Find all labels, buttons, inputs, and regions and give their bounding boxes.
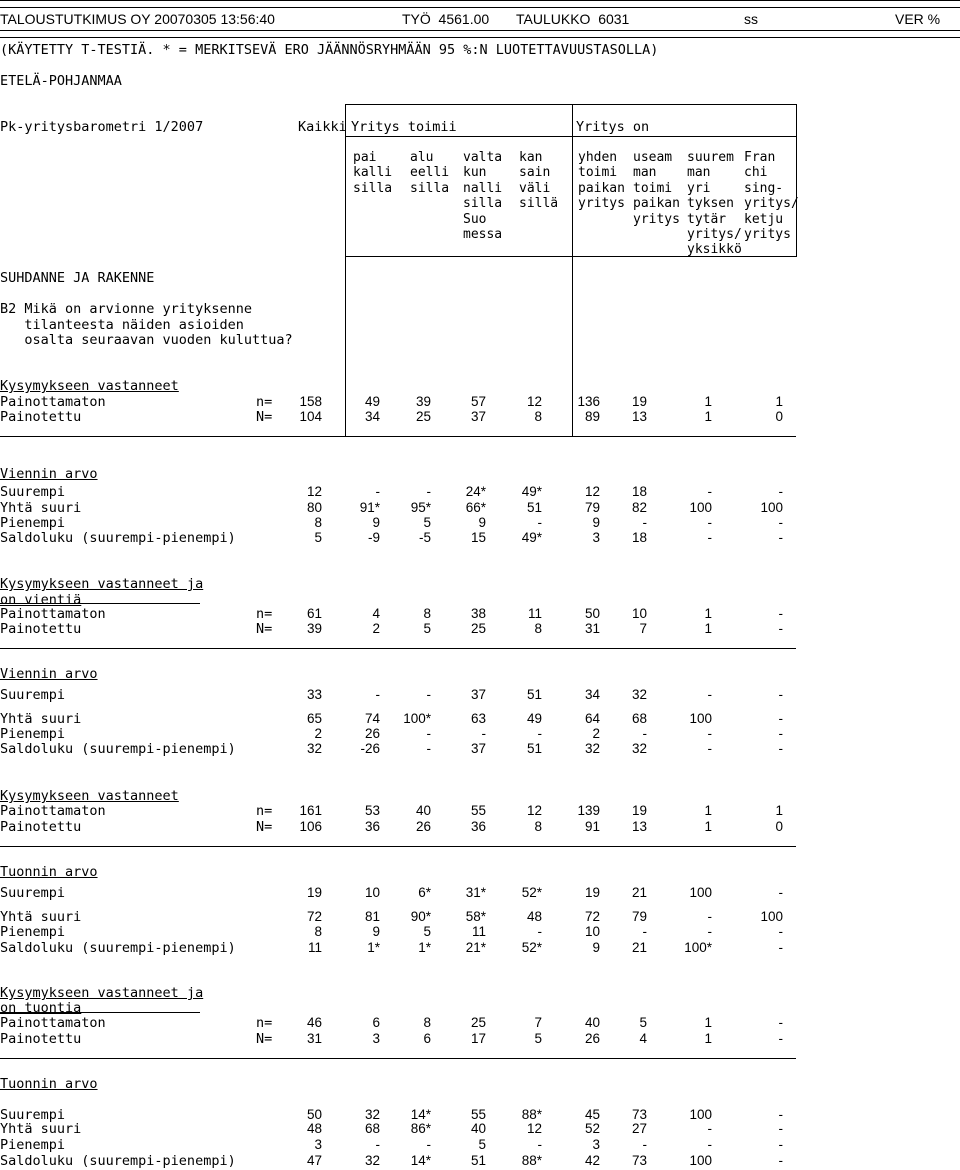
col-header-valta: valta kun nalli silla Suo messa [463, 150, 503, 243]
cell-value: - [778, 711, 783, 726]
cell-value: - [707, 909, 712, 924]
cell-value: - [778, 1107, 783, 1122]
cell-value: - [778, 885, 783, 900]
base-tag: N= [256, 409, 273, 425]
cell-value: 49 [364, 394, 380, 409]
header-subgroup-line [345, 136, 797, 137]
measure-title: Viennin arvo [0, 466, 98, 482]
cell-value: 1* [418, 940, 431, 955]
cell-value: - [642, 1137, 647, 1152]
cell-value: 45 [584, 1107, 600, 1122]
cell-value: 19 [631, 394, 647, 409]
cell-value: - [778, 484, 783, 499]
title-underline [0, 1012, 200, 1013]
row-label: Saldoluku (suurempi-pienempi) [0, 530, 236, 546]
cell-value: - [426, 484, 431, 499]
col-header-yhden: yhden toimi paikan yritys [578, 150, 625, 212]
row-label: Pienempi [0, 924, 66, 940]
cell-value: - [426, 1137, 431, 1152]
cell-value: - [642, 515, 647, 530]
cell-value: 95* [410, 500, 431, 515]
cell-value: - [707, 1121, 712, 1136]
cell-value: 40 [470, 1121, 486, 1136]
cell-value: 9 [592, 940, 600, 955]
report-table-id: TAULUKKO 6031 [516, 11, 630, 27]
cell-value: 12 [526, 803, 542, 818]
cell-value: 19 [306, 885, 322, 900]
cell-value: - [707, 726, 712, 741]
cell-value: 32 [631, 687, 647, 702]
cell-value: - [778, 621, 783, 636]
cell-value: - [537, 515, 542, 530]
cell-value: 40 [415, 803, 431, 818]
cell-value: - [642, 726, 647, 741]
cell-value: 100 [689, 500, 712, 515]
cell-value: 6 [372, 1015, 380, 1030]
cell-value: 51 [526, 741, 542, 756]
cell-value: 1 [704, 394, 712, 409]
cell-value: 88* [521, 1153, 542, 1168]
region-title: ETELÄ-POHJANMAA [0, 73, 122, 89]
measure-title: Tuonnin arvo [0, 864, 98, 880]
cell-value: 100 [689, 711, 712, 726]
cell-value: 19 [631, 803, 647, 818]
base-title: Kysymykseen vastanneet [0, 378, 179, 394]
cell-value: 73 [631, 1107, 647, 1122]
cell-value: 55 [470, 803, 486, 818]
cell-value: - [778, 726, 783, 741]
cell-value: 51 [470, 1153, 486, 1168]
cell-value: 15 [470, 530, 486, 545]
cell-value: -9 [367, 530, 380, 545]
cell-value: - [778, 924, 783, 939]
cell-value: 8 [423, 1015, 431, 1030]
cell-value: 68 [364, 1121, 380, 1136]
cell-value: 52* [521, 885, 542, 900]
cell-value: 39 [306, 621, 322, 636]
col-header-pai: pai kalli silla [353, 150, 393, 196]
test-note: (KÄYTETTY T-TESTIÄ. * = MERKITSEVÄ ERO JÄÄNNÖSRYHMÄÄN 95 %:N LUOTETTAVUUSTASOLLA) [0, 42, 659, 58]
cell-value: 48 [306, 1121, 322, 1136]
cell-value: 9 [592, 515, 600, 530]
cell-value: 79 [584, 500, 600, 515]
cell-value: 25 [415, 409, 431, 424]
base-title-line2: on vientiä [0, 592, 82, 608]
cell-value: 11 [527, 606, 542, 621]
group-operates-header: Yritys toimii [351, 119, 457, 135]
cell-value: 2 [372, 621, 380, 636]
cell-value: 66* [465, 500, 486, 515]
base-tag: n= [256, 606, 273, 622]
cell-value: 37 [470, 409, 486, 424]
base-title: Kysymykseen vastanneet [0, 788, 179, 804]
cell-value: - [481, 726, 486, 741]
cell-value: 37 [470, 687, 486, 702]
cell-value: 88* [521, 1107, 542, 1122]
cell-value: 79 [631, 909, 647, 924]
row-label: Pienempi [0, 726, 66, 742]
cell-value: 72 [306, 909, 322, 924]
cell-value: 58* [465, 909, 486, 924]
cell-value: 42 [584, 1153, 600, 1168]
cell-value: 25 [470, 1015, 486, 1030]
cell-value: 17 [470, 1031, 486, 1046]
cell-value: 27 [631, 1121, 647, 1136]
cell-value: 5 [639, 1015, 647, 1030]
col-header-alu: alu eelli silla [410, 150, 450, 196]
cell-value: 1 [775, 803, 783, 818]
cell-value: 4 [639, 1031, 647, 1046]
block-rule [0, 436, 796, 437]
cell-value: 10 [631, 606, 647, 621]
cell-value: 50 [584, 606, 600, 621]
cell-value: - [778, 1015, 783, 1030]
cell-value: 100 [760, 909, 783, 924]
cell-value: -26 [360, 741, 380, 756]
cell-value: 25 [470, 621, 486, 636]
cell-value: 46 [306, 1015, 322, 1030]
cell-value: 0 [775, 819, 783, 834]
cell-value: 3 [592, 1137, 600, 1152]
row-label: Painotettu [0, 409, 82, 425]
cell-value: 1 [704, 409, 712, 424]
cell-value: 36 [470, 819, 486, 834]
cell-value: 86* [410, 1121, 431, 1136]
cell-value: 12 [526, 394, 542, 409]
cell-value: - [707, 924, 712, 939]
cell-value: 91 [584, 819, 600, 834]
cell-value: 7 [639, 621, 647, 636]
cell-value: 100 [689, 1107, 712, 1122]
col-header-useam: useam man toimi paikan yritys [633, 150, 680, 227]
cell-value: 100 [689, 885, 712, 900]
cell-value: 3 [314, 1137, 322, 1152]
cell-value: - [778, 515, 783, 530]
cell-value: 80 [306, 500, 322, 515]
base-tag: N= [256, 1031, 273, 1047]
cell-value: 136 [577, 394, 600, 409]
row-label: Suurempi [0, 687, 66, 703]
base-tag: n= [256, 1015, 273, 1031]
header-top-line [345, 104, 797, 105]
base-title-line2: on tuontia [0, 1000, 82, 1016]
cell-value: 13 [631, 819, 647, 834]
cell-value: 53 [364, 803, 380, 818]
cell-value: 10 [364, 885, 380, 900]
cell-value: 81 [364, 909, 380, 924]
cell-value: - [426, 726, 431, 741]
row-label: Yhtä suuri [0, 711, 82, 727]
cell-value: 8 [423, 606, 431, 621]
cell-value: 0 [775, 409, 783, 424]
cell-value: 32 [631, 741, 647, 756]
cell-value: 21* [465, 940, 486, 955]
cell-value: 14* [410, 1107, 431, 1122]
cell-value: 104 [299, 409, 322, 424]
cell-value: - [375, 687, 380, 702]
header-vline-left [345, 104, 346, 437]
cell-value: 13 [631, 409, 647, 424]
header-rule [0, 30, 960, 38]
report-ss: ss [744, 11, 758, 27]
cell-value: - [778, 1153, 783, 1168]
cell-value: - [707, 530, 712, 545]
cell-value: - [778, 1137, 783, 1152]
cell-value: 12 [526, 1121, 542, 1136]
cell-value: 33 [306, 687, 322, 702]
cell-value: 73 [631, 1153, 647, 1168]
cell-value: - [778, 687, 783, 702]
cell-value: 37 [470, 741, 486, 756]
report-work-id: TYÖ 4561.00 [402, 11, 490, 27]
cell-value: 8 [534, 409, 542, 424]
col-header-suurem: suurem man yri tyksen tytär yritys/ yksikkö [687, 150, 742, 258]
cell-value: 11 [307, 940, 322, 955]
cell-value: 9 [372, 924, 380, 939]
cell-value: - [778, 940, 783, 955]
row-label: Painotettu [0, 819, 82, 835]
cell-value: 8 [534, 819, 542, 834]
row-label: Painottamaton [0, 1015, 106, 1031]
cell-value: 1* [367, 940, 380, 955]
row-label: Painottamaton [0, 606, 106, 622]
cell-value: - [778, 741, 783, 756]
base-tag: N= [256, 621, 273, 637]
row-label: Saldoluku (suurempi-pienempi) [0, 940, 236, 956]
cell-value: 31 [584, 621, 600, 636]
cell-value: - [375, 1137, 380, 1152]
cell-value: 48 [526, 909, 542, 924]
section-title: SUHDANNE JA RAKENNE [0, 270, 155, 286]
cell-value: 5 [478, 1137, 486, 1152]
cell-value: 139 [577, 803, 600, 818]
cell-value: 68 [631, 711, 647, 726]
cell-value: 49 [526, 711, 542, 726]
cell-value: -5 [418, 530, 431, 545]
cell-value: 49* [521, 530, 542, 545]
cell-value: 18 [631, 530, 647, 545]
cell-value: 61 [306, 606, 322, 621]
cell-value: 100* [684, 940, 712, 955]
cell-value: 9 [478, 515, 486, 530]
cell-value: 4 [372, 606, 380, 621]
row-label: Suurempi [0, 885, 66, 901]
cell-value: 51 [526, 687, 542, 702]
group-company-header: Yritys on [576, 119, 650, 135]
cell-value: - [426, 741, 431, 756]
cell-value: 32 [306, 741, 322, 756]
cell-value: 100* [403, 711, 431, 726]
top-rule [0, 0, 960, 8]
survey-title: Pk-yritysbarometri 1/2007 [0, 119, 204, 135]
block-rule [0, 648, 796, 649]
cell-value: - [707, 515, 712, 530]
cell-value: 26 [584, 1031, 600, 1046]
cell-value: 72 [584, 909, 600, 924]
cell-value: 8 [314, 515, 322, 530]
cell-value: 90* [410, 909, 431, 924]
title-underline [0, 603, 200, 604]
cell-value: 8 [314, 924, 322, 939]
cell-value: 51 [526, 500, 542, 515]
row-label: Saldoluku (suurempi-pienempi) [0, 741, 236, 757]
cell-value: - [426, 687, 431, 702]
row-label: Yhtä suuri [0, 500, 82, 516]
cell-value: 161 [299, 803, 322, 818]
cell-value: 11 [471, 924, 486, 939]
report-version: VER % [895, 11, 941, 27]
row-label: Suurempi [0, 484, 66, 500]
cell-value: 40 [584, 1015, 600, 1030]
measure-title: Viennin arvo [0, 666, 98, 682]
row-label: Suurempi [0, 1107, 66, 1123]
cell-value: 3 [592, 530, 600, 545]
cell-value: 74 [364, 711, 380, 726]
block-rule [0, 846, 796, 847]
base-tag: n= [256, 803, 273, 819]
cell-value: 47 [306, 1153, 322, 1168]
cell-value: 21 [631, 940, 647, 955]
cell-value: 32 [584, 741, 600, 756]
block-rule [0, 1058, 796, 1059]
row-label: Saldoluku (suurempi-pienempi) [0, 1153, 236, 1169]
cell-value: 9 [372, 515, 380, 530]
cell-value: 31* [465, 885, 486, 900]
cell-value: - [707, 484, 712, 499]
measure-title: Tuonnin arvo [0, 1076, 98, 1092]
cell-value: - [375, 484, 380, 499]
cell-value: 5 [314, 530, 322, 545]
cell-value: 89 [584, 409, 600, 424]
cell-value: 57 [470, 394, 486, 409]
cell-value: 63 [470, 711, 486, 726]
cell-value: 1 [704, 621, 712, 636]
cell-value: - [778, 530, 783, 545]
cell-value: 49* [521, 484, 542, 499]
cell-value: 6* [418, 885, 431, 900]
row-label: Yhtä suuri [0, 1121, 82, 1137]
cell-value: - [778, 1031, 783, 1046]
base-title: Kysymykseen vastanneet ja [0, 576, 204, 592]
cell-value: - [707, 1137, 712, 1152]
col-header-kan: kan sain väli sillä [519, 150, 559, 212]
cell-value: 106 [299, 819, 322, 834]
cell-value: 1 [704, 1031, 712, 1046]
cell-value: 100 [689, 1153, 712, 1168]
cell-value: 5 [423, 924, 431, 939]
cell-value: 12 [584, 484, 600, 499]
cell-value: - [707, 741, 712, 756]
question-text: B2 Mikä on arvionne yrityksenne tilanteesta näiden asioiden osalta seuraavan vuoden kuluttua? [0, 301, 293, 348]
cell-value: 91* [359, 500, 380, 515]
cell-value: 8 [534, 621, 542, 636]
cell-value: 18 [631, 484, 647, 499]
cell-value: 10 [584, 924, 600, 939]
cell-value: - [642, 924, 647, 939]
cell-value: 21 [631, 885, 647, 900]
base-title: Kysymykseen vastanneet ja [0, 985, 204, 1001]
cell-value: 1 [704, 803, 712, 818]
cell-value: - [537, 924, 542, 939]
cell-value: 32 [364, 1107, 380, 1122]
cell-value: 34 [584, 687, 600, 702]
cell-value: 5 [534, 1031, 542, 1046]
cell-value: - [537, 1137, 542, 1152]
cell-value: 52 [584, 1121, 600, 1136]
row-label: Pienempi [0, 515, 66, 531]
cell-value: - [707, 687, 712, 702]
cell-value: 1 [704, 606, 712, 621]
col-all-header: Kaikki [298, 119, 347, 135]
cell-value: 52* [521, 940, 542, 955]
cell-value: - [778, 1121, 783, 1136]
cell-value: 6 [423, 1031, 431, 1046]
header-vline-group [572, 104, 573, 437]
cell-value: 34 [364, 409, 380, 424]
cell-value: 100 [760, 500, 783, 515]
cell-value: 38 [470, 606, 486, 621]
cell-value: 2 [314, 726, 322, 741]
cell-value: 26 [415, 819, 431, 834]
cell-value: 12 [306, 484, 322, 499]
cell-value: 26 [364, 726, 380, 741]
row-label: Painottamaton [0, 394, 106, 410]
base-tag: N= [256, 819, 273, 835]
cell-value: 55 [470, 1107, 486, 1122]
cell-value: 19 [584, 885, 600, 900]
cell-value: 158 [299, 394, 322, 409]
row-label: Yhtä suuri [0, 909, 82, 925]
cell-value: 32 [364, 1153, 380, 1168]
cell-value: 1 [704, 819, 712, 834]
cell-value: 64 [584, 711, 600, 726]
cell-value: 24* [465, 484, 486, 499]
report-org-title: TALOUSTUTKIMUS OY 20070305 13:56:40 [0, 11, 275, 27]
cell-value: 36 [364, 819, 380, 834]
cell-value: - [537, 726, 542, 741]
cell-value: 1 [775, 394, 783, 409]
cell-value: 82 [631, 500, 647, 515]
base-tag: n= [256, 394, 273, 410]
row-label: Painottamaton [0, 803, 106, 819]
cell-value: 14* [410, 1153, 431, 1168]
col-header-fran: Fran chi sing- yritys/ ketju yritys [744, 150, 799, 243]
cell-value: 39 [415, 394, 431, 409]
cell-value: 50 [306, 1107, 322, 1122]
cell-value: 2 [592, 726, 600, 741]
cell-value: 5 [423, 515, 431, 530]
row-label: Painotettu [0, 1031, 82, 1047]
cell-value: 31 [306, 1031, 322, 1046]
cell-value: - [778, 606, 783, 621]
cell-value: 7 [534, 1015, 542, 1030]
cell-value: 65 [306, 711, 322, 726]
cell-value: 1 [704, 1015, 712, 1030]
row-label: Painotettu [0, 621, 82, 637]
row-label: Pienempi [0, 1137, 66, 1153]
cell-value: 3 [372, 1031, 380, 1046]
cell-value: 5 [423, 621, 431, 636]
